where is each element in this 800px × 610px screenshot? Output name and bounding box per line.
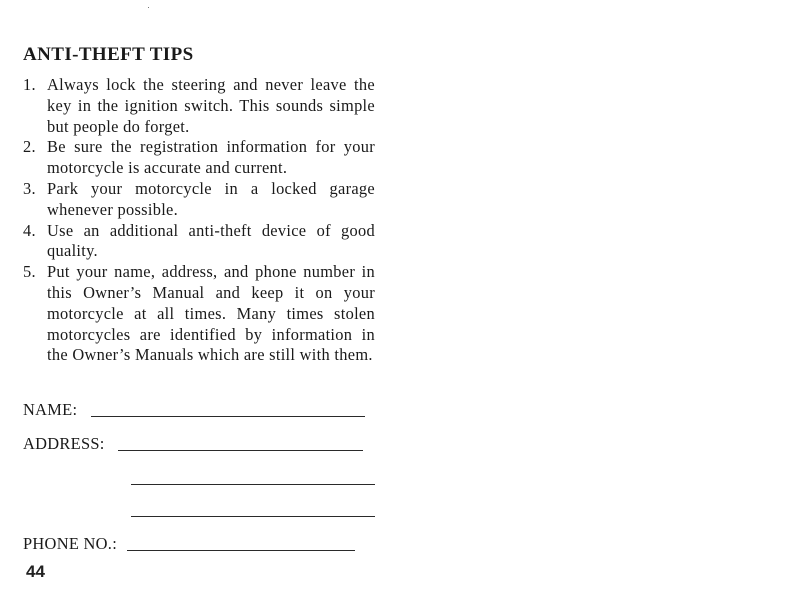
phone-blank-line[interactable] bbox=[127, 550, 355, 551]
tip-text: Be sure the registration information for your motorcycle is accurate and current. bbox=[47, 137, 375, 178]
tips-list bbox=[23, 75, 375, 366]
page-number: 44 bbox=[26, 562, 45, 581]
address-label: ADDRESS: bbox=[23, 434, 105, 453]
tip-number: 1. bbox=[23, 75, 36, 94]
tip-text: Park your motorcycle in a locked garage whenever possible. bbox=[47, 178, 375, 219]
address-blank-line-2[interactable] bbox=[131, 484, 375, 485]
address-row bbox=[23, 434, 375, 454]
manual-page bbox=[23, 0, 375, 610]
list-item bbox=[23, 137, 375, 179]
name-row bbox=[23, 400, 375, 420]
page-title: ANTI-THEFT TIPS bbox=[23, 44, 194, 65]
tip-number: 2. bbox=[23, 137, 36, 157]
address-blank-line-3[interactable] bbox=[131, 516, 375, 517]
list-item bbox=[23, 221, 375, 263]
tip-text: Put your name, address, and phone number in this Owner’s Manual and keep it on your motorcycle at all times. Many times stolen motorcycles are identified by information in the Owner’s Manuals which are still with them. bbox=[47, 262, 375, 365]
tip-text: Always lock the steering and never leave the key in the ignition switch. This sounds simple but people do forget. bbox=[47, 75, 375, 136]
list-item bbox=[23, 262, 375, 366]
address-blank-line[interactable] bbox=[118, 450, 363, 451]
tip-text: Use an additional anti-theft device of good quality. bbox=[47, 220, 375, 261]
name-label: NAME: bbox=[23, 400, 78, 419]
phone-label: PHONE NO.: bbox=[23, 534, 118, 553]
phone-row bbox=[23, 534, 375, 554]
list-item bbox=[23, 75, 375, 137]
list-item bbox=[23, 179, 375, 221]
tip-number: 3. bbox=[23, 178, 36, 198]
tip-number: 5. bbox=[23, 262, 36, 282]
tip-number: 4. bbox=[23, 220, 36, 240]
name-blank-line[interactable] bbox=[91, 416, 365, 417]
